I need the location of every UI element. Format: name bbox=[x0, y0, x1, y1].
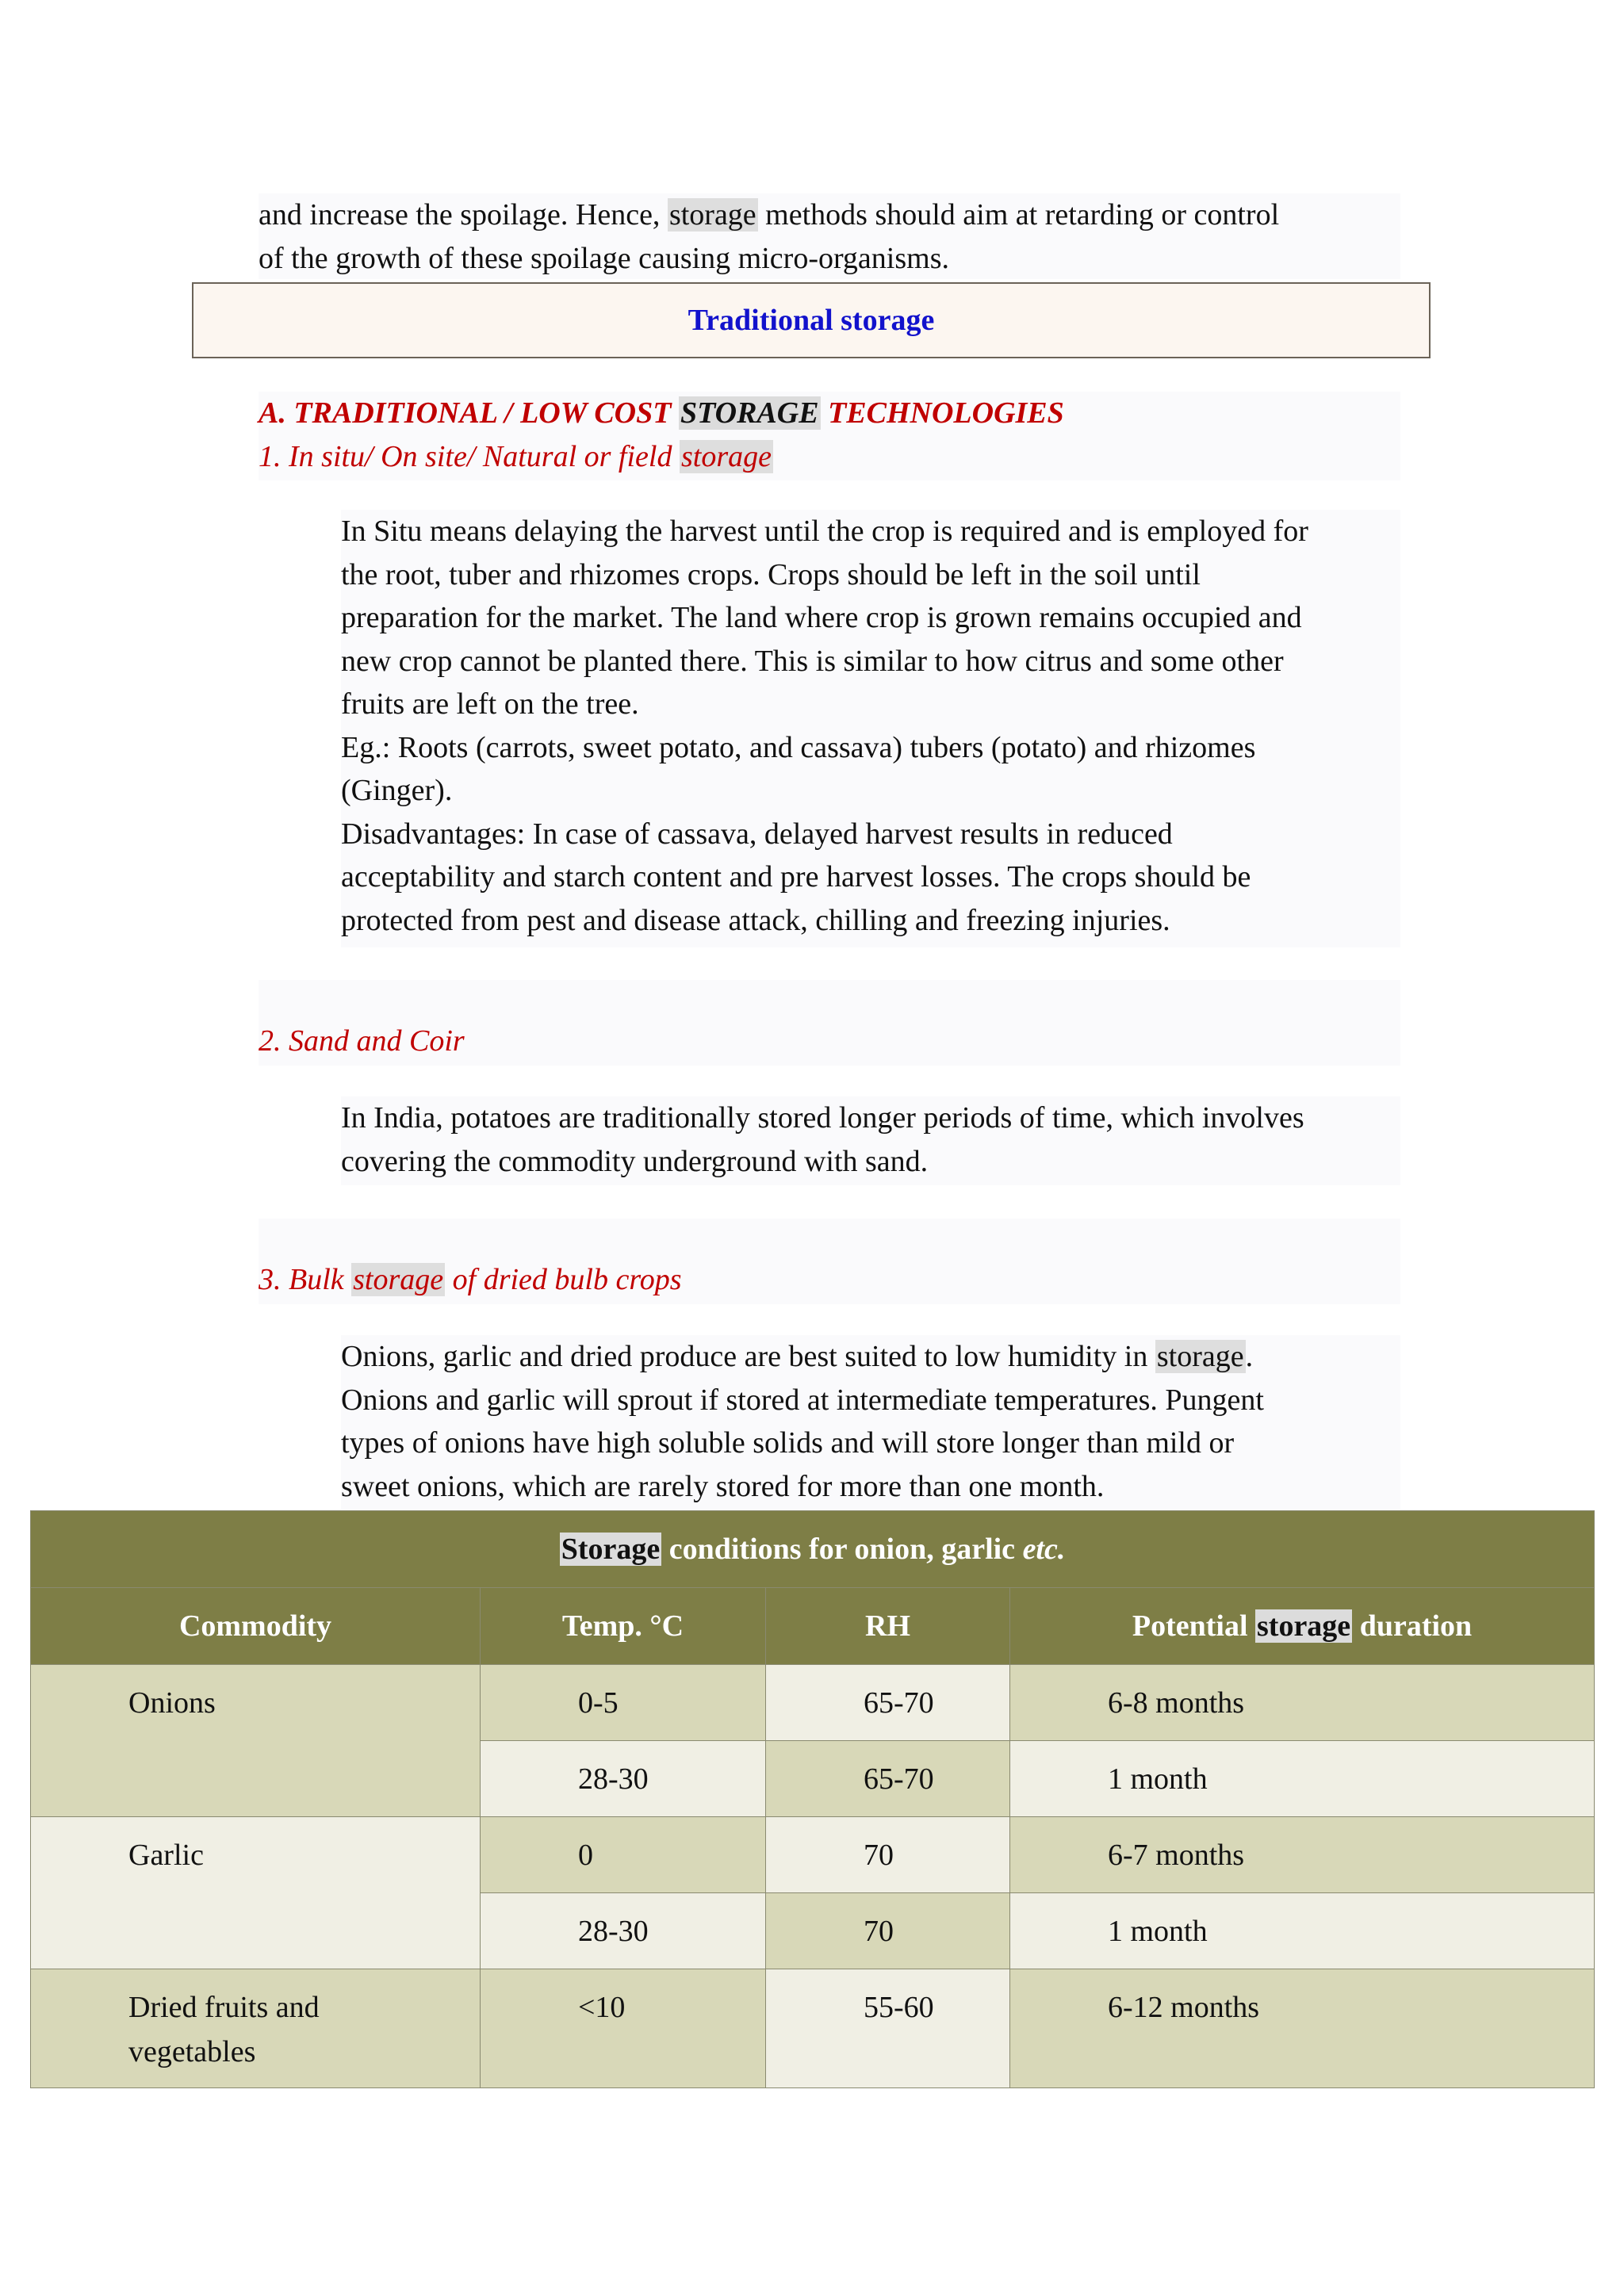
paragraph-line bbox=[341, 1335, 1400, 1379]
search-highlight: storage bbox=[668, 198, 756, 232]
section-a-heading bbox=[259, 392, 1400, 435]
duration-value: 1 month bbox=[1108, 1915, 1208, 1948]
intro-text: and increase the spoilage. Hence, bbox=[259, 198, 668, 232]
storage-conditions-table bbox=[30, 1510, 1595, 2088]
paragraph-line: (Ginger). bbox=[341, 774, 453, 807]
column-header-temp: Temp. °C bbox=[481, 1588, 766, 1665]
temp-cell bbox=[481, 1893, 766, 1969]
header-text: duration bbox=[1352, 1609, 1473, 1643]
search-highlight: storage bbox=[353, 1263, 444, 1296]
traditional-storage-box bbox=[192, 282, 1431, 358]
heading-text: A. TRADITIONAL / LOW COST bbox=[259, 396, 679, 430]
rh-value: 55-60 bbox=[864, 1991, 934, 2024]
duration-value: 6-8 months bbox=[1108, 1686, 1245, 1720]
paragraph-text: . bbox=[1245, 1340, 1254, 1373]
duration-value: 1 month bbox=[1108, 1762, 1208, 1796]
rh-value: 65-70 bbox=[864, 1686, 934, 1720]
bulk-storage-paragraph bbox=[341, 1335, 1400, 1510]
paragraph-line: Disadvantages: In case of cassava, delayed harvest results in reduced bbox=[341, 817, 1173, 851]
temp-cell bbox=[481, 1969, 766, 2088]
temp-value: 28-30 bbox=[578, 1915, 649, 1948]
paragraph-line: In Situ means delaying the harvest until the crop is required and is employed for bbox=[341, 515, 1308, 548]
bulk-storage-header bbox=[259, 1219, 1400, 1304]
paragraph-line: types of onions have high soluble solids and will store longer than mild or bbox=[341, 1426, 1235, 1460]
rh-value: 65-70 bbox=[864, 1762, 934, 1796]
heading-text: TECHNOLOGIES bbox=[820, 396, 1064, 430]
commodity-value: Dried fruits and vegetables bbox=[128, 1991, 320, 2068]
commodity-cell bbox=[31, 1665, 481, 1817]
duration-cell bbox=[1010, 1893, 1595, 1969]
paragraph-line: Onions and garlic will sprout if stored at intermediate temperatures. Pungent bbox=[341, 1383, 1264, 1417]
table-row bbox=[31, 1969, 1595, 2088]
traditional-storage-label: Traditional storage bbox=[688, 304, 935, 337]
sand-coir-header bbox=[259, 980, 1400, 1066]
paragraph-line: covering the commodity underground with sand. bbox=[341, 1144, 929, 1178]
rh-cell bbox=[766, 1817, 1010, 1893]
column-header-commodity: Commodity bbox=[31, 1588, 481, 1665]
paragraph-line: fruits are left on the tree. bbox=[341, 687, 639, 721]
heading-text: of dried bulb crops bbox=[445, 1263, 682, 1296]
search-highlight: storage bbox=[680, 440, 772, 473]
paragraph-line: acceptability and starch content and pre harvest losses. The crops should be bbox=[341, 860, 1251, 894]
subheading-text: 1. In situ/ On site/ Natural or field bbox=[259, 440, 680, 473]
duration-cell bbox=[1010, 1665, 1595, 1741]
header-text: Potential bbox=[1132, 1609, 1255, 1643]
rh-cell bbox=[766, 1665, 1010, 1741]
intro-line-1 bbox=[259, 193, 1400, 237]
temp-cell bbox=[481, 1665, 766, 1741]
rh-cell bbox=[766, 1741, 1010, 1817]
duration-cell bbox=[1010, 1817, 1595, 1893]
intro-line-2: of the growth of these spoilage causing micro-organisms. bbox=[259, 241, 949, 275]
paragraph-line: new crop cannot be planted there. This is similar to how citrus and some other bbox=[341, 644, 1284, 678]
paragraph-line: Eg.: Roots (carrots, sweet potato, and cassava) tubers (potato) and rhizomes bbox=[341, 730, 1256, 764]
commodity-value: Onions bbox=[128, 1686, 216, 1720]
commodity-cell bbox=[31, 1969, 481, 2088]
search-highlight: storage bbox=[1156, 1340, 1244, 1373]
table-row bbox=[31, 1665, 1595, 1741]
table-title bbox=[31, 1511, 1595, 1588]
bulk-storage-heading bbox=[259, 1258, 682, 1302]
temp-cell bbox=[481, 1741, 766, 1817]
table-row bbox=[31, 1817, 1595, 1893]
paragraph-line: the root, tuber and rhizomes crops. Crops should be left in the soil until bbox=[341, 557, 1201, 591]
intro-paragraph bbox=[259, 193, 1400, 279]
sand-coir-heading: 2. Sand and Coir bbox=[259, 1024, 465, 1058]
paragraph-text: Onions, garlic and dried produce are best suited to low humidity in bbox=[341, 1340, 1155, 1373]
table-title-text: conditions for onion, garlic bbox=[661, 1533, 1023, 1566]
search-highlight: storage bbox=[1257, 1609, 1351, 1643]
column-header-rh: RH bbox=[766, 1588, 1010, 1665]
duration-value: 6-12 months bbox=[1108, 1991, 1260, 2024]
search-highlight: Storage bbox=[561, 1533, 661, 1566]
column-header-duration bbox=[1010, 1588, 1595, 1665]
paragraph-line: protected from pest and disease attack, chilling and freezing injuries. bbox=[341, 903, 1170, 937]
temp-value: 28-30 bbox=[578, 1762, 649, 1796]
duration-value: 6-7 months bbox=[1108, 1839, 1245, 1872]
commodity-cell bbox=[31, 1817, 481, 1969]
subheading-in-situ bbox=[259, 435, 1400, 479]
table-title-text: etc. bbox=[1022, 1533, 1066, 1566]
section-a-header bbox=[259, 392, 1400, 480]
temp-value: <10 bbox=[578, 1991, 626, 2024]
commodity-value: Garlic bbox=[128, 1839, 204, 1872]
rh-value: 70 bbox=[864, 1915, 894, 1948]
intro-text: methods should aim at retarding or control bbox=[757, 198, 1280, 232]
sand-coir-paragraph bbox=[341, 1096, 1400, 1185]
temp-value: 0 bbox=[578, 1839, 593, 1872]
paragraph-line: preparation for the market. The land where crop is grown remains occupied and bbox=[341, 601, 1302, 634]
rh-value: 70 bbox=[864, 1839, 894, 1872]
heading-text: 3. Bulk bbox=[259, 1263, 352, 1296]
paragraph-line: In India, potatoes are traditionally stored longer periods of time, which involves bbox=[341, 1101, 1304, 1135]
temp-value: 0-5 bbox=[578, 1686, 619, 1720]
duration-cell bbox=[1010, 1741, 1595, 1817]
rh-cell bbox=[766, 1893, 1010, 1969]
temp-cell bbox=[481, 1817, 766, 1893]
in-situ-paragraph bbox=[341, 510, 1400, 947]
search-highlight: STORAGE bbox=[680, 396, 819, 430]
rh-cell bbox=[766, 1969, 1010, 2088]
duration-cell bbox=[1010, 1969, 1595, 2088]
paragraph-line: sweet onions, which are rarely stored for more than one month. bbox=[341, 1469, 1105, 1503]
